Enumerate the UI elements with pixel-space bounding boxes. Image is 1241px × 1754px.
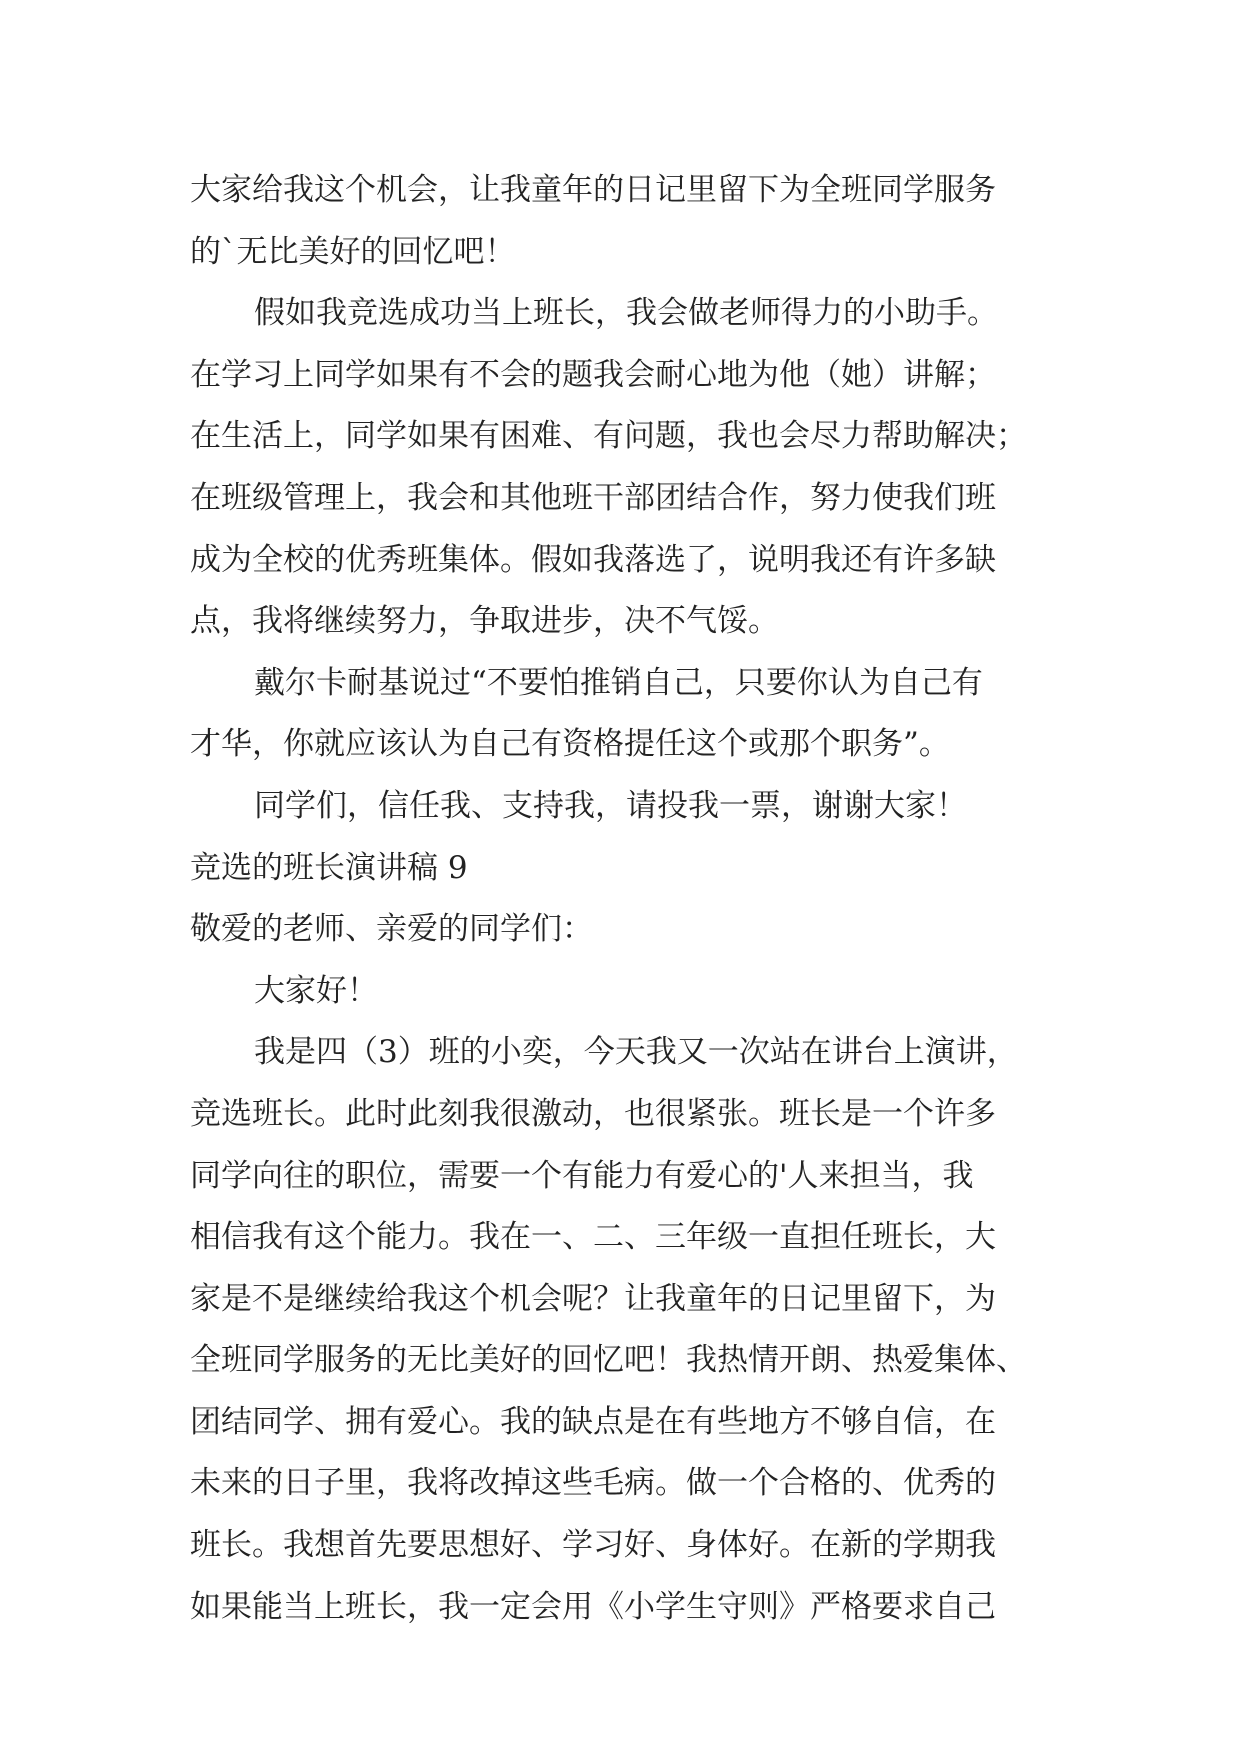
section-heading: 竞选的班长演讲稿 9 [190, 849, 468, 886]
paragraph-line: 在班级管理上，我会和其他班干部团结合作，努力使我们班 [190, 479, 996, 516]
paragraph-line: 同学向往的职位，需要一个有能力有爱心的'人来担当，我 [190, 1157, 974, 1194]
greeting: 大家好！ [254, 972, 378, 1009]
paragraph-line: 班长。我想首先要思想好、学习好、身体好。在新的学期我 [190, 1527, 996, 1564]
paragraph-line: 的`无比美好的回忆吧！ [190, 233, 516, 270]
paragraph-line: 才华，你就应该认为自己有资格提任这个或那个职务”。 [190, 726, 950, 763]
paragraph-line: 家是不是继续给我这个机会呢？让我童年的日记里留下，为 [190, 1280, 996, 1317]
paragraph-line: 相信我有这个能力。我在一、二、三年级一直担任班长，大 [190, 1219, 996, 1256]
paragraph-line: 点，我将继续努力，争取进步，决不气馁。 [190, 603, 779, 640]
document-body [190, 160, 1060, 1638]
paragraph-line: 成为全校的优秀班集体。假如我落选了，说明我还有许多缺 [190, 541, 996, 578]
paragraph-line: 在学习上同学如果有不会的题我会耐心地为他（她）讲解； [190, 356, 996, 393]
paragraph-line: 戴尔卡耐基说过“不要怕推销自己，只要你认为自己有 [254, 664, 983, 701]
paragraph-line: 如果能当上班长，我一定会用《小学生守则》严格要求自己 [190, 1588, 996, 1625]
salutation: 敬爱的老师、亲爱的同学们： [190, 911, 593, 948]
paragraph-line: 同学们，信任我、支持我，请投我一票，谢谢大家！ [254, 787, 967, 824]
paragraph-line: 大家给我这个机会，让我童年的日记里留下为全班同学服务 [190, 172, 996, 208]
paragraph-line: 团结同学、拥有爱心。我的缺点是在有些地方不够自信，在 [190, 1403, 996, 1440]
paragraph-line: 假如我竞选成功当上班长，我会做老师得力的小助手。 [254, 295, 998, 332]
paragraph-line: 在生活上，同学如果有困难、有问题，我也会尽力帮助解决； [190, 418, 1027, 455]
paragraph-line: 竞选班长。此时此刻我很激动，也很紧张。班长是一个许多 [190, 1095, 996, 1132]
paragraph-line: 未来的日子里，我将改掉这些毛病。做一个合格的、优秀的 [190, 1465, 996, 1502]
paragraph-line: 全班同学服务的无比美好的回忆吧！我热情开朗、热爱集体、 [190, 1342, 1027, 1379]
paragraph-line: 我是四（3）班的小奕，今天我又一次站在讲台上演讲， [254, 1034, 1018, 1071]
